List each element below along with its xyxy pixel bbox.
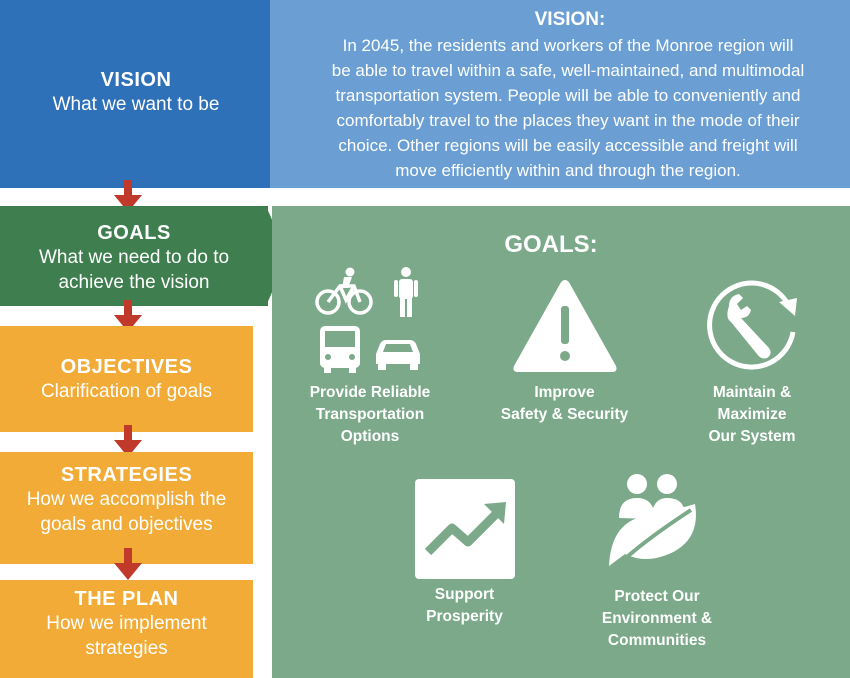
goal-label-line: Maintain & xyxy=(712,384,792,401)
vision-line: choice. Other regions will be easily accessible and freight will xyxy=(338,136,798,155)
goal-label-line: Safety & Security xyxy=(500,406,629,423)
goals-stage-box xyxy=(0,206,268,306)
goals-panel-title: GOALS: xyxy=(504,231,598,258)
goal-label-line: Transportation xyxy=(315,406,425,423)
goal-label xyxy=(290,382,450,448)
goal-reliable-transportation xyxy=(290,264,450,448)
goal-label-line: Options xyxy=(340,428,400,445)
goal-label-line: Our System xyxy=(708,428,796,445)
goals-stage-subtitle-1: What we need to do to xyxy=(38,247,230,268)
vision-line: In 2045, the residents and workers of the Monroe region will xyxy=(342,36,794,55)
goal-support-prosperity xyxy=(397,478,532,628)
goal-label-line: Protect Our xyxy=(614,588,700,605)
goal-label-line: Maximize xyxy=(717,406,787,423)
vision-line: comfortably travel to the places they want in the mode of their xyxy=(336,111,800,130)
goals-panel xyxy=(272,206,850,678)
strategies-stage-title: STRATEGIES xyxy=(60,464,193,486)
vision-statement-title: VISION: xyxy=(534,9,606,30)
growth-chart-icon xyxy=(414,478,516,580)
people-leaf-icon xyxy=(605,470,709,574)
goal-maintain-maximize xyxy=(677,276,827,448)
goal-label xyxy=(397,584,532,628)
vision-line: move efficiently within and through the region. xyxy=(395,161,741,180)
vision-line: be able to travel within a safe, well-maintained, and multimodal xyxy=(331,61,805,80)
down-arrow-icon xyxy=(113,548,143,582)
goals-stage-subtitle-2: achieve the vision xyxy=(58,272,210,293)
vision-line: transportation system. People will be able to conveniently and xyxy=(335,86,801,105)
plan-stage-subtitle-2: strategies xyxy=(85,638,168,659)
goal-safety-security xyxy=(472,276,657,426)
goal-label-line: Improve xyxy=(534,384,595,401)
vision-statement-text xyxy=(300,33,836,183)
vision-chevron-divider xyxy=(256,0,296,188)
wrench-cycle-icon xyxy=(701,276,803,376)
goals-stage-title: GOALS xyxy=(97,222,171,244)
objectives-stage-subtitle: Clarification of goals xyxy=(40,381,213,402)
goal-label-line: Communities xyxy=(607,632,707,649)
vision-stage-box xyxy=(0,0,272,188)
strategies-stage-subtitle-2: goals and objectives xyxy=(40,514,213,535)
goal-label xyxy=(677,382,827,448)
goal-label-line: Prosperity xyxy=(426,608,503,625)
vision-stage-title: VISION xyxy=(100,69,172,91)
strategies-stage-subtitle-1: How we accomplish the xyxy=(26,489,227,510)
warning-triangle-icon xyxy=(510,276,620,376)
goal-label-line: Support xyxy=(434,586,495,603)
goal-label xyxy=(472,382,657,426)
objectives-stage-box xyxy=(0,326,253,432)
plan-stage-box xyxy=(0,580,253,678)
goal-label xyxy=(577,586,737,652)
goal-protect-environment xyxy=(577,470,737,652)
vision-stage-subtitle: What we want to be xyxy=(52,94,220,115)
vision-statement-panel xyxy=(270,0,850,188)
multimodal-transport-icon xyxy=(314,264,426,376)
plan-stage-subtitle-1: How we implement xyxy=(46,613,207,634)
plan-stage-title: THE PLAN xyxy=(74,588,179,610)
objectives-stage-title: OBJECTIVES xyxy=(60,356,193,378)
goal-label-line: Provide Reliable xyxy=(309,384,431,401)
goal-label-line: Environment & xyxy=(601,610,713,627)
